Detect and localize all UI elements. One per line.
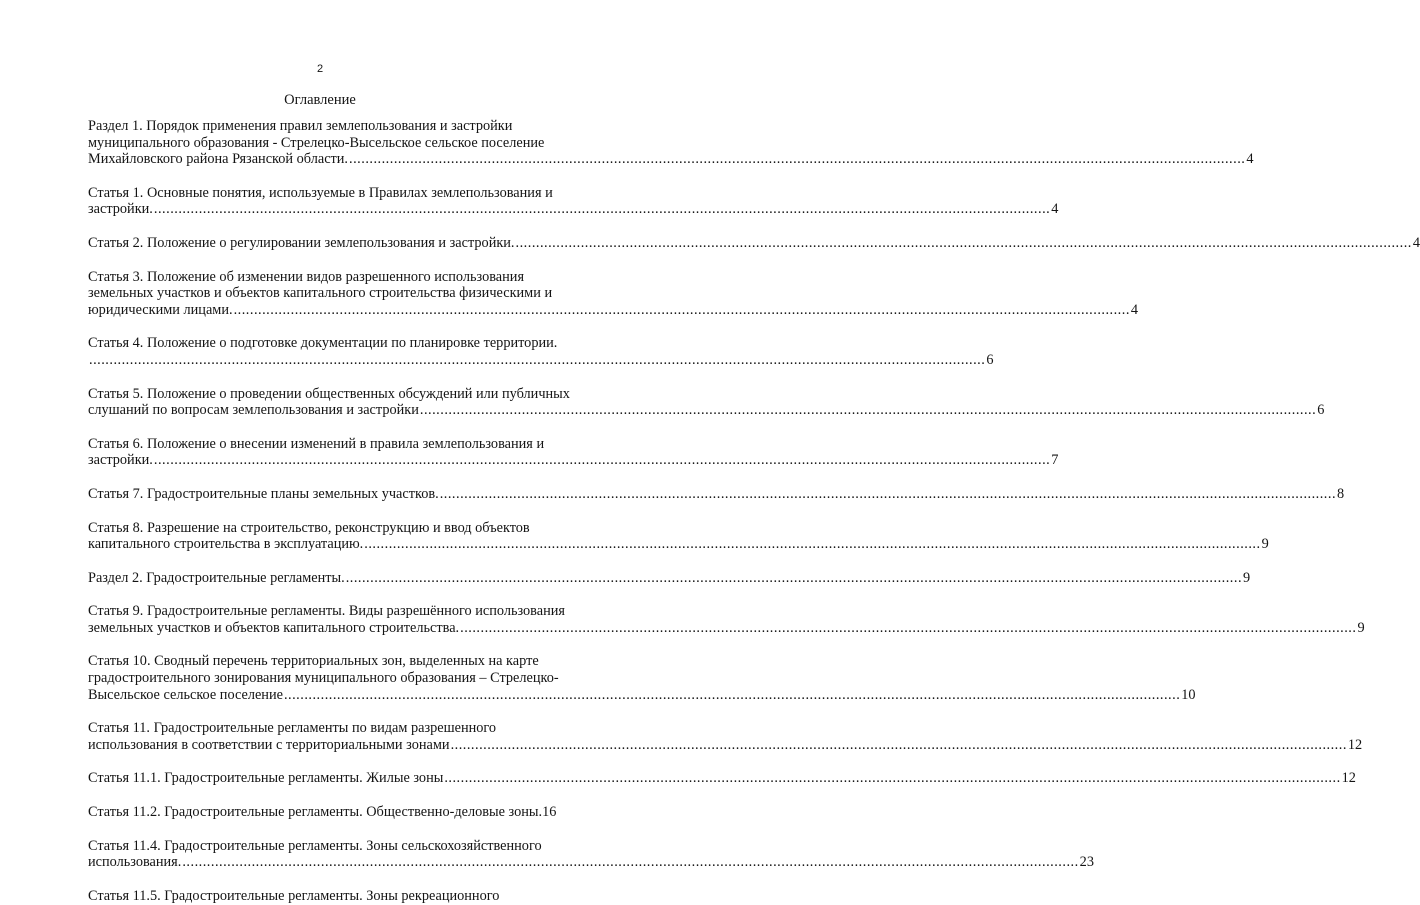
toc-page-ref: 4 <box>1412 234 1420 251</box>
toc-entry-line: застройки. <box>88 201 153 218</box>
dot-leader: ............................................................................................................................................................................................................................ <box>450 736 1347 753</box>
toc-entry-line: Статья 4. Положение о подготовке документации по планировке территории. <box>88 335 558 352</box>
toc-entry-article-11-4[interactable] <box>88 837 1094 871</box>
toc-entry-line: Статья 3. Положение об изменении видов разрешенного использования <box>88 268 525 285</box>
toc-entry-line: капитального строительства в эксплуатацию. <box>88 536 364 553</box>
toc-page-ref: 9 <box>1261 536 1269 553</box>
toc-page-ref: 4 <box>1130 301 1139 318</box>
dot-leader: ............................................................................................................................................................................................................................ <box>349 151 1246 168</box>
toc-entry-line: Статья 2. Положение о регулировании землепользования и застройки. <box>88 234 515 251</box>
toc-entry-line: Статья 10. Сводный перечень территориальных зон, выделенных на карте <box>88 653 539 670</box>
toc-entry-line: Статья 11.4. Градостроительные регламенты. Зоны сельскохозяйственного <box>88 837 542 854</box>
toc-entry-line: Статья 11. Градостроительные регламенты по видам разрешенного <box>88 720 497 737</box>
toc-entry-line: градостроительного зонирования муниципального образования – Стрелецко- <box>88 670 559 687</box>
toc-entry-line: использования. <box>88 854 182 871</box>
dot-leader: ............................................................................................................................................................................................................................ <box>515 234 1412 251</box>
dot-leader: ............................................................................................................................................................................................................................ <box>233 301 1130 318</box>
page-number: 2 <box>316 63 324 75</box>
toc-page-ref: 16 <box>542 804 557 821</box>
toc-entry-article-7[interactable] <box>88 485 1345 503</box>
toc-entry-line: Статья 11.1. Градостроительные регламенты. Жилые зоны <box>88 770 444 787</box>
toc-entry-line: Статья 11.5. Градостроительные регламенты. Зоны рекреационного <box>88 887 500 904</box>
toc-entry-article-4[interactable] <box>88 335 994 368</box>
toc-entry-article-11-5[interactable] <box>88 888 600 905</box>
dot-leader: ............................................................................................................................................................................................................................ <box>153 452 1051 469</box>
toc-entry-article-11[interactable] <box>88 720 1363 753</box>
dot-leader: ............................................................................................................................................................................................................................ <box>419 402 1317 419</box>
toc-page-ref: 9 <box>1243 569 1251 586</box>
dot-leader: ............................................................................................................................................................................................................................ <box>89 351 986 368</box>
toc-entry-line: юридическими лицами. <box>88 301 233 318</box>
toc-page-ref: 10 <box>1181 686 1196 703</box>
toc-entry-line: земельных участков и объектов капитального строительства. <box>88 619 460 636</box>
toc-entry-line: Высельское сельское поселение <box>88 686 283 703</box>
toc-page-ref: 6 <box>986 351 994 368</box>
toc-entry-section-2[interactable] <box>88 569 1251 587</box>
dot-leader: ............................................................................................................................................................................................................................ <box>345 569 1243 586</box>
toc-entry-article-1[interactable] <box>88 184 1059 218</box>
toc-page-ref: 6 <box>1317 402 1325 419</box>
toc-entry-line: Михайловского района Рязанской области. <box>88 151 349 168</box>
toc-page-ref: 4 <box>1246 151 1254 168</box>
toc-entry-line: Статья 5. Положение о проведении общественных обсуждений или публичных <box>88 385 570 402</box>
dot-leader: ............................................................................................................................................................................................................................ <box>364 536 1261 553</box>
toc-entry-line: Статья 8. Разрешение на строительство, реконструкцию и ввод объектов <box>88 519 530 536</box>
toc-entry-article-11-2[interactable] <box>88 804 600 821</box>
dot-leader: ............................................................................................................................................................................................................................ <box>182 854 1079 871</box>
toc-entry-article-9[interactable] <box>88 603 1365 636</box>
dot-leader: ............................................................................................................................................................................................................................ <box>283 686 1181 703</box>
toc-entry-line: муниципального образования - Стрелецко-Высельское сельское поселение <box>88 134 545 151</box>
toc-entry-article-6[interactable] <box>88 435 1059 469</box>
toc-page-ref: 4 <box>1051 201 1059 218</box>
toc-entry-article-3[interactable] <box>88 268 1139 319</box>
table-of-contents <box>88 118 1420 904</box>
toc-entry-line: Статья 11.2. Градостроительные регламенты. Общественно-деловые зоны. <box>88 804 543 821</box>
toc-entry-article-10[interactable] <box>88 653 1196 703</box>
toc-page-ref: 23 <box>1079 854 1094 871</box>
toc-entry-article-8[interactable] <box>88 519 1269 553</box>
toc-entry-line: Статья 6. Положение о внесении изменений в правила землепользования и <box>88 435 545 452</box>
dot-leader: ............................................................................................................................................................................................................................ <box>439 485 1337 502</box>
toc-entry-line: слушаний по вопросам землепользования и застройки <box>88 402 419 419</box>
toc-entry-line: Раздел 2. Градостроительные регламенты. <box>88 569 345 586</box>
toc-entry-line: застройки. <box>88 452 153 469</box>
toc-title: Оглавление <box>284 92 356 108</box>
toc-entry-article-5[interactable] <box>88 385 1325 419</box>
toc-page-ref: 12 <box>1341 770 1356 787</box>
dot-leader: ............................................................................................................................................................................................................................ <box>153 201 1051 218</box>
toc-page-ref: 12 <box>1347 736 1363 753</box>
toc-entry-line: земельных участков и объектов капитального строительства физическими и <box>88 285 553 302</box>
toc-entry-line: использования в соответствии с территориальными зонами <box>88 736 450 753</box>
toc-page-ref: 9 <box>1357 619 1365 636</box>
toc-entry-line: Статья 1. Основные понятия, используемые в Правилах землепользования и <box>88 184 553 201</box>
toc-entry-line: Статья 7. Градостроительные планы земельных участков. <box>88 485 439 502</box>
toc-entry-article-11-1[interactable] <box>88 770 1356 787</box>
toc-entry-line: Статья 9. Градостроительные регламенты. Виды разрешённого использования <box>88 603 565 620</box>
toc-entry-article-2[interactable] <box>88 234 1420 252</box>
dot-leader: ............................................................................................................................................................................................................................ <box>460 619 1357 636</box>
dot-leader: ............................................................................................................................................................................................................................ <box>444 770 1341 787</box>
toc-page-ref: 7 <box>1051 452 1059 469</box>
toc-page-ref: 8 <box>1337 485 1345 502</box>
toc-entry-line: Раздел 1. Порядок применения правил землепользования и застройки <box>88 118 513 134</box>
toc-entry-section-1[interactable] <box>88 118 1254 168</box>
